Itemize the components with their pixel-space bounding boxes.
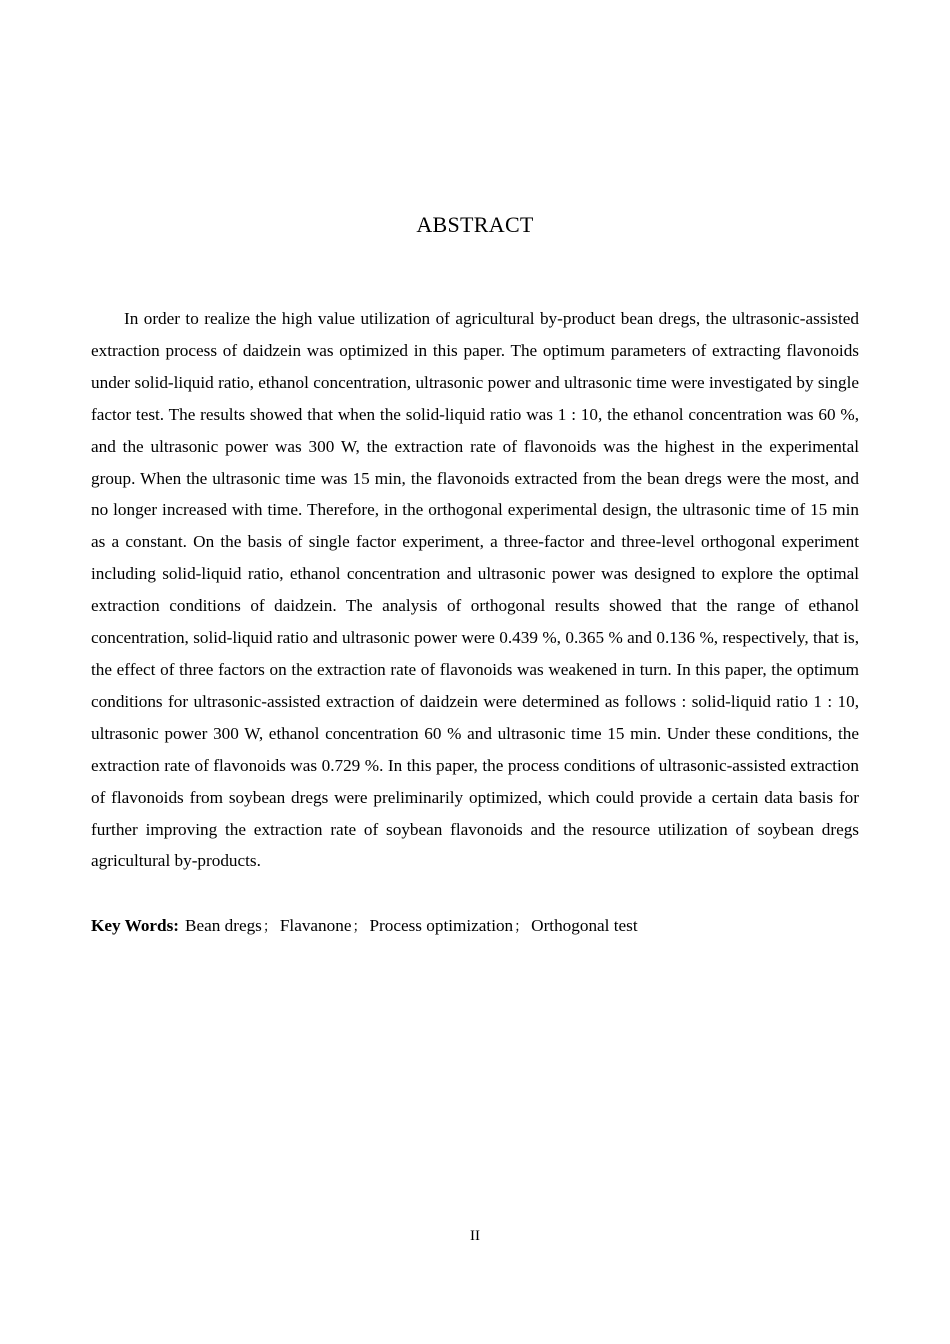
keyword-item: Bean dregs	[185, 916, 262, 935]
keyword-separator: ；	[514, 919, 529, 935]
keyword-item: Flavanone	[279, 916, 352, 935]
keywords-line	[91, 910, 859, 944]
page-number: II	[470, 1228, 480, 1244]
keyword-item: Orthogonal test	[531, 916, 638, 935]
abstract-title: ABSTRACT	[416, 212, 534, 237]
keyword-separator: ；	[262, 919, 277, 935]
keywords-label: Key Words:	[91, 916, 180, 935]
keyword-item: Process optimization	[369, 916, 514, 935]
keyword-separator: ；	[352, 919, 367, 935]
abstract-body: In order to realize the high value utilization of agricultural by-product bean dregs, the ultrasonic-assisted extraction process of daidzein was optimized in this paper. The optimum parameters of extracting flavonoids under solid-liquid ratio, ethanol concentration, ultrasonic power and ultrasonic time were investigated by single factor test. The results showed that when the solid-liquid ratio was 1 : 10, the ethanol concentration was 60 %, and the ultrasonic power was 300 W, the extraction rate of flavonoids was the highest in the experimental group. When the ultrasonic time was 15 min, the flavonoids extracted from the bean dregs were the most, and no longer increased with time. Therefore, in the orthogonal experimental design, the ultrasonic time of 15 min as a constant. On the basis of single factor experiment, a three-factor and three-level orthogonal experiment including solid-liquid ratio, ethanol concentration and ultrasonic power was designed to explore the optimal extraction conditions of daidzein. The analysis of orthogonal results showed that the range of ethanol concentration, solid-liquid ratio and ultrasonic power were 0.439 %, 0.365 % and 0.136 %, respectively, that is, the effect of three factors on the extraction rate of flavonoids was weakened in turn. In this paper, the optimum conditions for ultrasonic-assisted extraction of daidzein were determined as follows : solid-liquid ratio 1 : 10, ultrasonic power 300 W, ethanol concentration 60 % and ultrasonic time 15 min. Under these conditions, the extraction rate of flavonoids was 0.729 %. In this paper, the process conditions of ultrasonic-assisted extraction of flavonoids from soybean dregs were preliminarily optimized, which could provide a certain data basis for further improving the extraction rate of soybean flavonoids and the resource utilization of soybean dregs agricultural by-products.	[91, 309, 859, 871]
